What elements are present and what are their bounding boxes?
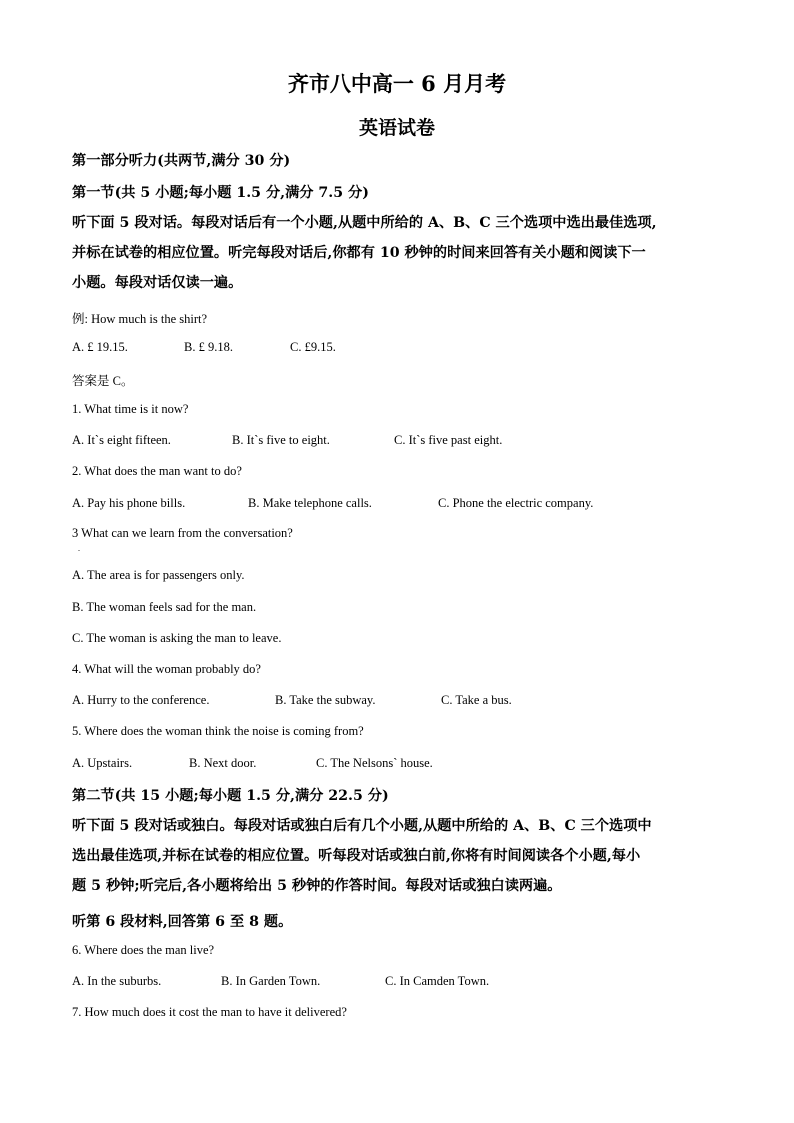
- option-c: C. Take a bus.: [441, 693, 512, 707]
- option-a: A. Pay his phone bills.: [72, 496, 186, 510]
- question-text: 1. What time is it now?: [72, 402, 189, 416]
- section2-instructions: [72, 811, 722, 901]
- option-b: B. In Garden Town.: [221, 974, 321, 988]
- option-b: B. It`s five to eight.: [232, 433, 330, 447]
- page-title: 齐市八中高一 6 月月考: [287, 71, 507, 96]
- option-a: A. In the suburbs.: [72, 974, 162, 988]
- example-answer: 答案是 C。: [72, 374, 134, 388]
- section2-heading: 第二节(共 15 小题;每小题 1.5 分,满分 22.5 分): [72, 788, 389, 804]
- page-subtitle: 英语试卷: [358, 117, 435, 139]
- option-b: B. Make telephone calls.: [248, 496, 372, 510]
- option-b: B. The woman feels sad for the man.: [72, 600, 257, 614]
- option-c: C. Phone the electric company.: [438, 496, 594, 510]
- example-option-a: A. £ 19.15.: [72, 340, 128, 354]
- option-b: B. Take the subway.: [275, 693, 376, 707]
- instruction-line: 听下面 5 段对话或独白。每段对话或独白后有几个小题,从题中所给的 A、B、C 三个选项中: [72, 818, 652, 834]
- option-c: C. In Camden Town.: [385, 974, 490, 988]
- part1-heading: 第一部分听力(共两节,满分 30 分): [72, 153, 291, 169]
- example-option-c: C. £9.15.: [290, 340, 336, 354]
- question-text: 6. Where does the man live?: [72, 943, 215, 957]
- question-text: 4. What will the woman probably do?: [72, 662, 261, 676]
- option-a: A. It`s eight fifteen.: [72, 433, 171, 447]
- stray-dot: .: [78, 544, 80, 553]
- option-c: C. The Nelsons` house.: [316, 756, 433, 770]
- question-text: 3 What can we learn from the conversation?: [72, 526, 293, 540]
- material-note: 听第 6 段材料,回答第 6 至 8 题。: [72, 914, 293, 930]
- option-a: A. Hurry to the conference.: [72, 693, 210, 707]
- example-question: 例: How much is the shirt?: [72, 312, 208, 326]
- instruction-line: 小题。每段对话仅读一遍。: [72, 275, 243, 291]
- instruction-line: 题 5 秒钟;听完后,各小题将给出 5 秒钟的作答时间。每段对话或独白读两遍。: [72, 878, 562, 894]
- section1-instructions: [72, 208, 722, 298]
- option-b: B. Next door.: [189, 756, 257, 770]
- option-c: C. The woman is asking the man to leave.: [72, 631, 282, 645]
- question-text: 7. How much does it cost the man to have it delivered?: [72, 1005, 347, 1019]
- section1-heading: 第一节(共 5 小题;每小题 1.5 分,满分 7.5 分): [72, 185, 369, 201]
- option-a: A. Upstairs.: [72, 756, 133, 770]
- example-option-b: B. £ 9.18.: [184, 340, 233, 354]
- instruction-line: 并标在试卷的相应位置。听完每段对话后,你都有 10 秒钟的时间来回答有关小题和阅读下一: [72, 245, 646, 261]
- question-text: 5. Where does the woman think the noise is coming from?: [72, 724, 364, 738]
- question-text: 2. What does the man want to do?: [72, 464, 242, 478]
- option-a: A. The area is for passengers only.: [72, 568, 245, 582]
- instruction-line: 选出最佳选项,并标在试卷的相应位置。听每段对话或独白前,你将有时间阅读各个小题,每小: [72, 848, 641, 864]
- option-c: C. It`s five past eight.: [394, 433, 503, 447]
- instruction-line: 听下面 5 段对话。每段对话后有一个小题,从题中所给的 A、B、C 三个选项中选出最佳选项,: [72, 215, 657, 231]
